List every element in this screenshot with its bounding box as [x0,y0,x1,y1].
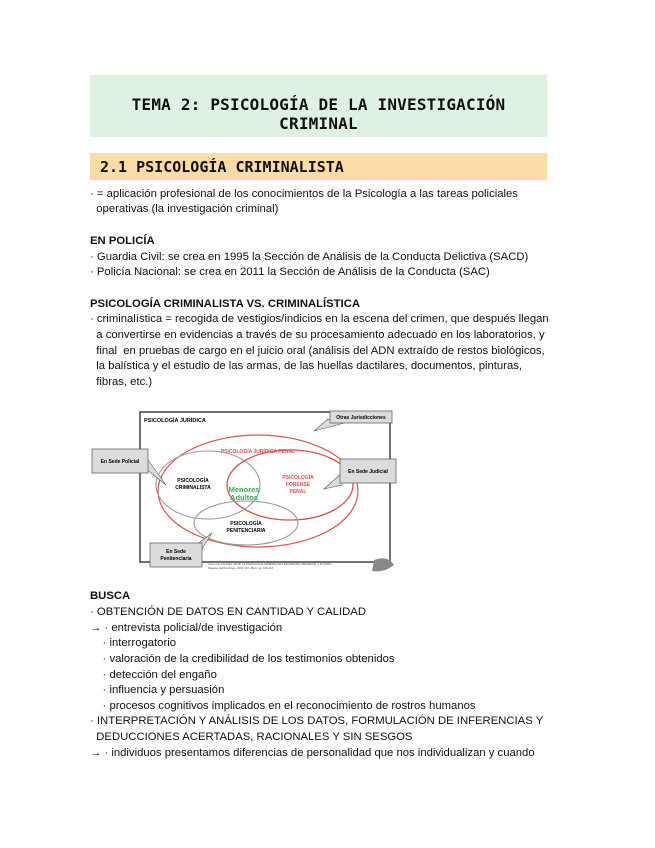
title-box [90,75,547,137]
busca-line: DEDUCCIONES ACERTADAS, RACIONALES Y SIN SESGOS [90,731,413,743]
busca-heading: BUSCA [90,590,131,602]
penitenciaria-label-1: PSICOLOGÍA [230,521,262,527]
diagram-caption-2: Papeles del Psicólogo, 2015. Vol. 36(2), pp. 109-116 [208,566,274,570]
criminalista-label-2: CRIMINALISTA [175,485,211,491]
forense-label-2: FORENSE [285,482,311,488]
busca-line: → · individuos presentamos diferencias de personalidad que nos individualizan y cuando [90,747,535,759]
intro-line: · = aplicación profesional de los conocimientos de la Psicología a las tareas policiales [90,188,518,200]
forense-label-3: PENAL [289,489,307,495]
busca-line: · influencia y persuasión [90,684,225,696]
sede-policial-label: En Sede Policial [100,459,140,465]
criminalistica-line: final en pruebas de cargo en el juicio oral (análisis del ADN extraído de restos biológicos, [90,345,545,357]
section-title: 2.1 PSICOLOGÍA CRIMINALISTA [100,158,344,176]
penitenciaria-label-2: PENITENCIARIA [226,528,266,534]
criminalistica-line: a convertirse en evidencias a través de su procesamiento adecuado en los laboratorios, y [90,329,545,341]
criminalistica-line: · criminalística = recogida de vestigios/indicios en la escena del crimen, que después llegan [90,313,549,325]
intro-line: operativas (la investigación criminal) [90,203,279,215]
busca-line: · detección del engaño [90,669,217,681]
page-curl-decoration [372,558,394,571]
policia-heading: EN POLICÍA [90,235,155,247]
otras-label: Otras Jurisdicciones [336,415,386,421]
adultos-label: Adultos [230,493,258,502]
menores-label: Menores [228,485,260,494]
frame-label: PSICOLOGÍA JURÍDICA [144,418,206,424]
criminalistica-line: fibras, etc.) [90,376,153,388]
busca-line: · valoración de la credibilidad de los testimonios obtenidos [90,653,395,665]
busca-line: · interrogatorio [90,637,177,649]
juridica-penal-label: PSICOLOGÍA JURÍDICA PENAL [220,449,296,455]
sede-penitenciaria-label-2: Penitenciaria [160,556,192,562]
section-heading-box [90,153,547,180]
forense-label-1: PSICOLOGÍA [282,475,314,481]
psychology-diagram [88,405,398,575]
page-title: TEMA 2: PSICOLOGÍA DE LA INVESTIGACIÓN CRIMINAL [131,95,506,133]
policia-line: · Policía Nacional: se crea en 2011 la Sección de Análisis de la Conducta (SAC) [90,266,490,278]
criminalistica-heading: PSICOLOGÍA CRIMINALISTA VS. CRIMINALÍSTICA [90,298,361,310]
sede-judicial-label: En Sede Judicial [348,469,388,475]
criminalistica-line: la balística y el estudio de las armas, de las huellas dactilares, documentos, pinturas, [90,360,523,372]
policia-line: · Guardia Civil: se crea en 1995 la Sección de Análisis de la Conducta Delictiva (SACD) [90,251,529,263]
penitenciaria-callout [150,543,202,567]
busca-line: · procesos cognitivos implicados en el reconocimiento de rostros humanos [90,700,476,712]
busca-line: → · entrevista policial/de investigación [90,622,283,634]
diagram-caption-1: José Luis González (2015) LA PSICOLOGÍA CRIMINALISTA EN ESPAÑA: PRESENTE Y FUTURO [208,562,332,566]
criminalista-label-1: PSICOLOGÍA [177,478,209,484]
busca-line: · OBTENCIÓN DE DATOS EN CANTIDAD Y CALIDAD [90,606,366,618]
busca-line: · INTERPRETACIÓN Y ANÁLISIS DE LOS DATOS, FORMULACIÓN DE INFERENCIAS Y [90,715,544,727]
sede-penitenciaria-label-1: En Sede [166,549,186,555]
